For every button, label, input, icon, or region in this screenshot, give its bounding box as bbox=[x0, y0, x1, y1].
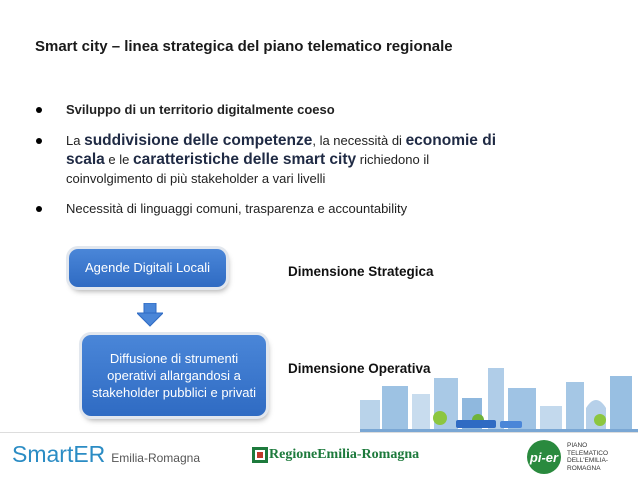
box-agende-digitali: Agende Digitali Locali bbox=[69, 249, 226, 287]
bullet-emphasis: economie di scala bbox=[66, 132, 496, 168]
bullet-item bbox=[36, 100, 516, 119]
bullet-text-part: richiedono il coinvolgimento di più stakeholder a vari livelli bbox=[66, 152, 430, 186]
bullet-list bbox=[36, 100, 516, 218]
footer-divider bbox=[0, 432, 638, 433]
dimension-strategic-label: Dimensione Strategica bbox=[288, 264, 434, 279]
dimension-operative-label: Dimensione Operativa bbox=[288, 361, 431, 376]
smarter-logo bbox=[12, 441, 200, 468]
bullet-text-part: e le bbox=[104, 152, 133, 167]
pier-logo bbox=[527, 440, 627, 474]
bullet-item bbox=[36, 131, 516, 188]
box-diffusione-strumenti bbox=[82, 335, 266, 416]
region-logo-text: RegioneEmilia-Romagna bbox=[269, 447, 420, 462]
bullet-dot-icon bbox=[36, 206, 42, 212]
bullet-text: Sviluppo di un territorio digitalmente coeso bbox=[66, 102, 335, 117]
bullet-item bbox=[36, 199, 516, 218]
arrow-down-icon bbox=[137, 303, 163, 327]
bullet-text-part: La bbox=[66, 133, 85, 148]
box-diffusione-text: Diffusione di strumenti operativi allargandosi a stakeholder pubblici e privati bbox=[91, 351, 257, 400]
bullet-text: Necessità di linguaggi comuni, trasparenza e accountability bbox=[66, 201, 408, 216]
bullet-dot-icon bbox=[36, 107, 42, 113]
smarter-logo-sub: Emilia-Romagna bbox=[111, 451, 200, 465]
city-skyline-illustration bbox=[360, 348, 638, 432]
regione-emilia-romagna-logo bbox=[251, 446, 419, 464]
pier-logo-caption: PIANO TELEMATICO DELL'EMILIA-ROMAGNA bbox=[567, 442, 609, 472]
bullet-emphasis: caratteristiche delle smart city bbox=[132, 151, 357, 168]
pier-logo-mark: pi-er bbox=[527, 440, 561, 474]
slide-title: Smart city – linea strategica del piano telematico regionale bbox=[35, 38, 453, 55]
bullet-dot-icon bbox=[36, 138, 42, 144]
region-emblem-icon bbox=[251, 446, 269, 464]
smarter-logo-main: SmartER bbox=[12, 441, 106, 467]
bullet-text-part: , la necessità di bbox=[312, 133, 406, 148]
bullet-emphasis: suddivisione delle competenze bbox=[84, 132, 313, 149]
